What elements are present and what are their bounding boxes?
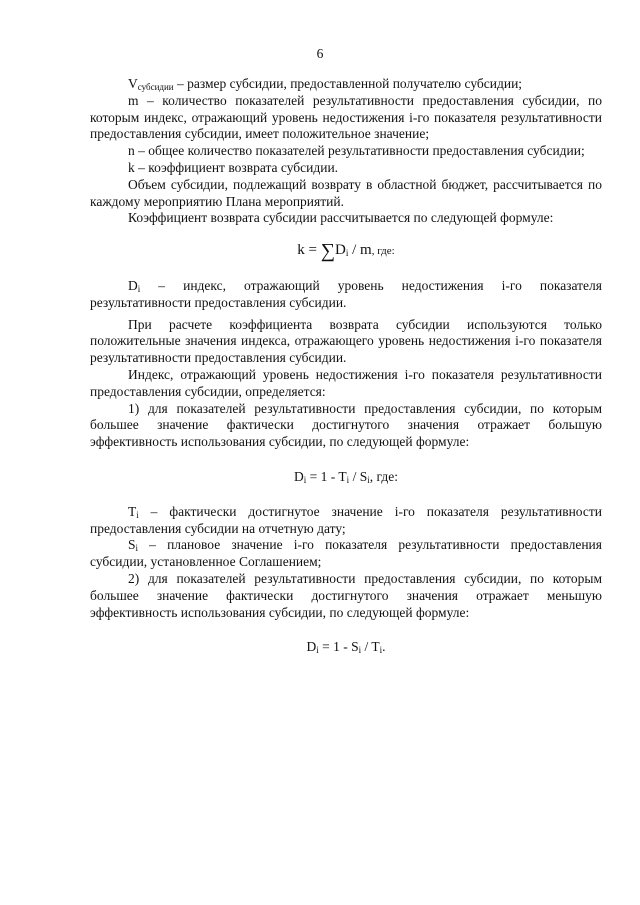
k-definition: k – коэффициент возврата субсидии. xyxy=(128,159,339,175)
v-symbol: V xyxy=(128,76,138,91)
f2-i3: i xyxy=(367,474,370,485)
di-definition-text: – индекс, отражающий уровень недостижения i-го показателя результативности предоставления субсидии. xyxy=(90,277,602,310)
f3-tail: . xyxy=(382,639,386,655)
f3-i1: i xyxy=(316,645,319,656)
f2-i2: i xyxy=(346,474,350,485)
f2-i1: i xyxy=(303,474,307,485)
index-intro: Индекс, отражающий уровень недостижения i-го показателя результативности предоставления субсидии, определяется: xyxy=(90,366,602,399)
f3-i3: i xyxy=(379,645,383,656)
formula-k xyxy=(90,240,602,263)
case-1: 1) для показателей результативности предоставления субсидии, по которым большее значение фактически достигнутого значения отражает большую эффективность использования субсидии, по следующей формуле: xyxy=(90,400,602,450)
f3-i2: i xyxy=(358,645,362,656)
volume-paragraph: Объем субсидии, подлежащий возврату в областной бюджет, рассчитывается по каждому мероприятию Плана мероприятий. xyxy=(90,176,602,209)
ti-definition xyxy=(90,504,602,538)
formula-k-tail: , где: xyxy=(371,245,395,258)
v-subscript: субсидии xyxy=(137,82,174,92)
sum-symbol: ∑ xyxy=(320,240,336,263)
document-body xyxy=(90,76,602,656)
n-definition: n – общее количество показателей результативности предоставления субсидии; xyxy=(128,143,585,159)
si-symbol: S xyxy=(128,537,136,553)
f3-s: = 1 - S xyxy=(318,639,359,655)
formula-k-d: D xyxy=(335,242,346,259)
si-definition xyxy=(90,537,602,571)
f2-t: = 1 - T xyxy=(306,468,347,484)
si-definition-text: – плановое значение i-го показателя результативности предоставления субсидии, установленное Соглашением; xyxy=(90,537,602,570)
formula-k-i: i xyxy=(345,248,349,259)
ti-subscript: i xyxy=(136,509,139,520)
formula-k-left: k = xyxy=(297,242,321,259)
formula-di-2 xyxy=(90,639,602,656)
m-definition: m – количество показателей результативности предоставления субсидии, по которым индекс, отражающий уровень недостижения i-го показателя результативности предоставления субсидии, имеет положительное значение; xyxy=(90,92,602,142)
si-subscript: i xyxy=(135,543,139,554)
di-definition xyxy=(90,278,602,312)
ti-symbol: T xyxy=(128,503,137,519)
page-number: 6 xyxy=(316,46,324,61)
f2-tail: , где: xyxy=(369,468,398,484)
f2-s: / S xyxy=(349,468,368,484)
f3-d: D xyxy=(306,639,317,655)
di-symbol: D xyxy=(128,277,138,293)
f2-d: D xyxy=(294,468,304,484)
formula-di-1 xyxy=(90,469,602,486)
case-2: 2) для показателей результативности предоставления субсидии, по которым большее значение фактически достигнутого значения отражает меньшую эффективность использования субсидии, по следующей формуле: xyxy=(90,570,602,620)
v-definition xyxy=(90,76,602,93)
di-subscript: i xyxy=(137,283,141,294)
ti-definition-text: – фактически достигнутое значение i-го показателя результативности предоставления субсидии на отчетную дату; xyxy=(90,503,602,536)
formula-k-mid: / m xyxy=(348,242,372,259)
positive-paragraph: При расчете коэффициента возврата субсидии используются только положительные значения индекса, отражающего уровень недостижения i-го показателя результативности предоставления субсидии. xyxy=(90,316,602,366)
coef-intro: Коэффициент возврата субсидии рассчитывается по следующей формуле: xyxy=(128,210,554,226)
v-definition-text: – размер субсидии, предоставленной получателю субсидии; xyxy=(173,76,523,91)
f3-t: / T xyxy=(361,639,380,655)
